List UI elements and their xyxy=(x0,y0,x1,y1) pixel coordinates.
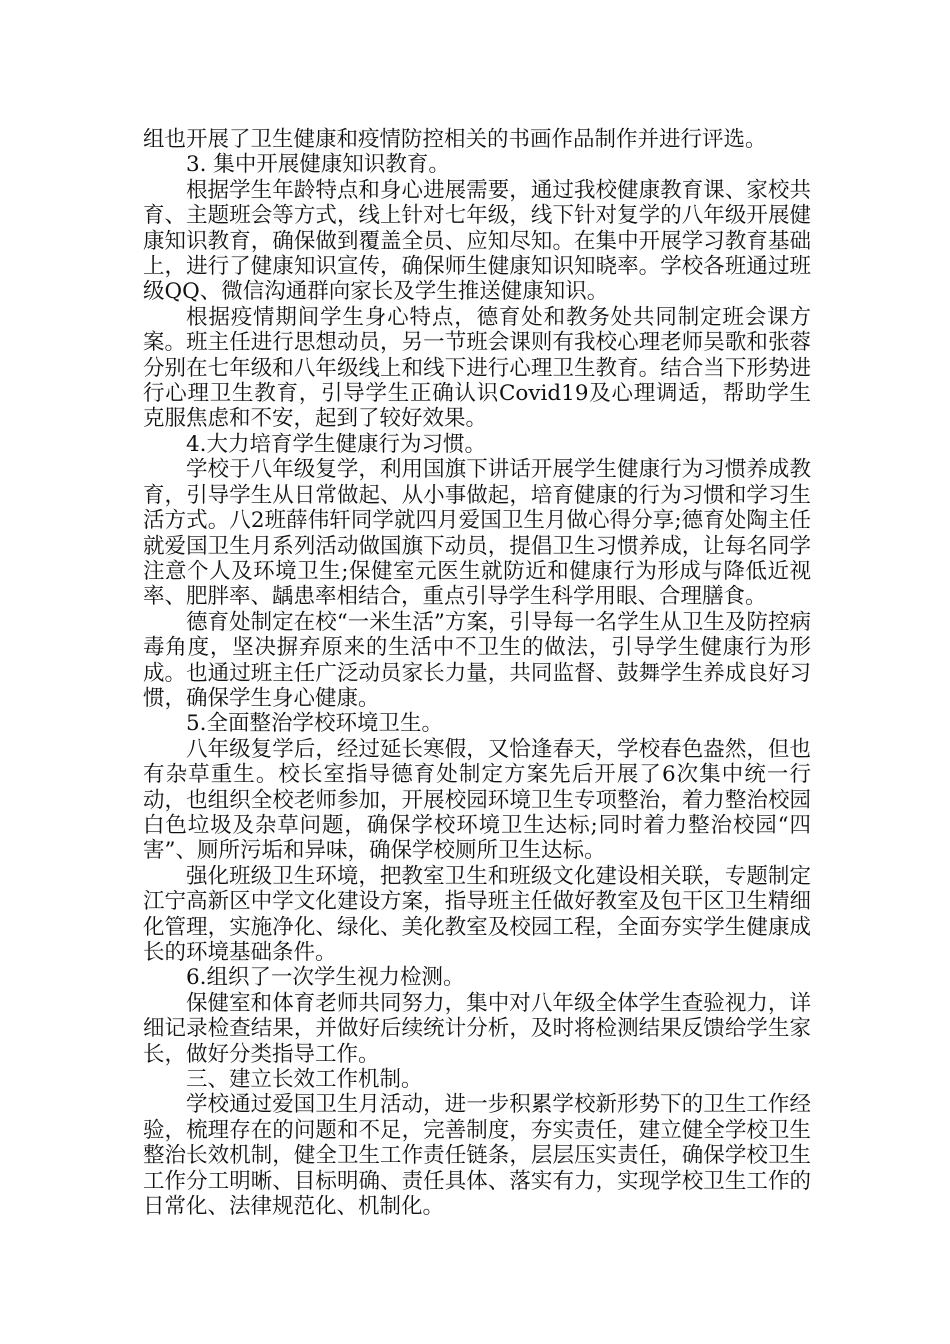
paragraph: 学校通过爱国卫生月活动，进一步积累学校新形势下的卫生工作经验，梳理存在的问题和不足，完善制度，夯实责任，建立健全学校卫生整治长效机制，健全卫生工作责任链条，层层压实责任，确保学校卫生工作分工明晰、目标明确、责任具体、落实有力，实现学校卫生工作的日常化、法律规范化、机制化。 xyxy=(143,1092,811,1220)
document-body xyxy=(143,127,811,1219)
section-heading-4: 4.大力培育学生健康行为习惯。 xyxy=(186,431,487,457)
paragraph: 保健室和体育老师共同努力，集中对八年级全体学生查验视力，详细记录检查结果，并做好后续统计分析，及时将检测结果反馈给学生家长，做好分类指导工作。 xyxy=(143,990,811,1067)
section-heading-6: 6.组织了一次学生视力检测。 xyxy=(186,965,465,991)
paragraph: 学校于八年级复学，利用国旗下讲话开展学生健康行为习惯养成教育，引导学生从日常做起、从小事做起，培育健康的行为习惯和学习生活方式。八2班薛伟轩同学就四月爱国卫生月做心得分享;德育处陶主任就爱国卫生月系列活动做国旗下动员，提倡卫生习惯养成，让每名同学注意个人及环境卫生;保健室元医生就防近和健康行为形成与降低近视率、肥胖率、龋患率相结合，重点引导学生科学用眼、合理膳食。 xyxy=(143,457,811,610)
paragraph: 强化班级卫生环境，把教室卫生和班级文化建设相关联，专题制定江宁高新区中学文化建设方案，指导班主任做好教室及包干区卫生精细化管理，实施净化、绿化、美化教室及校园工程，全面夯实学生健康成长的环境基础条件。 xyxy=(143,863,811,965)
paragraph: 根据疫情期间学生身心特点，德育处和教务处共同制定班会课方案。班主任进行思想动员，另一节班会课则有我校心理老师吴歌和张蓉分别在七年级和八年级线上和线下进行心理卫生教育。结合当下形势进行心理卫生教育，引导学生正确认识Covid19及心理调适，帮助学生克服焦虑和不安，起到了较好效果。 xyxy=(143,304,811,432)
section-heading-3: 3. 集中开展健康知识教育。 xyxy=(186,152,450,178)
paragraph: 德育处制定在校“一米生活”方案，引导每一名学生从卫生及防控病毒角度，坚决摒弃原来的生活中不卫生的做法，引导学生健康行为形成。也通过班主任广泛动员家长力量，共同监督、鼓舞学生养成良好习惯，确保学生身心健康。 xyxy=(143,609,811,711)
paragraph: 根据学生年龄特点和身心进展需要，通过我校健康教育课、家校共育、主题班会等方式，线上针对七年级，线下针对复学的八年级开展健康知识教育，确保做到覆盖全员、应知尽知。在集中开展学习教育基础上，进行了健康知识宣传，确保师生健康知识知晓率。学校各班通过班级QQ、微信沟通群向家长及学生推送健康知识。 xyxy=(143,177,811,305)
paragraph-continuation: 组也开展了卫生健康和疫情防控相关的书画作品制作并进行评选。 xyxy=(143,127,767,152)
paragraph: 八年级复学后，经过延长寒假，又恰逢春天，学校春色盎然，但也有杂草重生。校长室指导德育处制定方案先后开展了6次集中统一行动，也组织全校老师参加，开展校园环境卫生专项整治，着力整治校园白色垃圾及杂草问题，确保学校环境卫生达标;同时着力整治校园“四害”、厕所污垢和异味，确保学校厕所卫生达标。 xyxy=(143,736,811,864)
chapter-heading-3: 三、建立长效工作机制。 xyxy=(186,1067,423,1093)
section-heading-5: 5.全面整治学校环境卫生。 xyxy=(186,711,444,737)
